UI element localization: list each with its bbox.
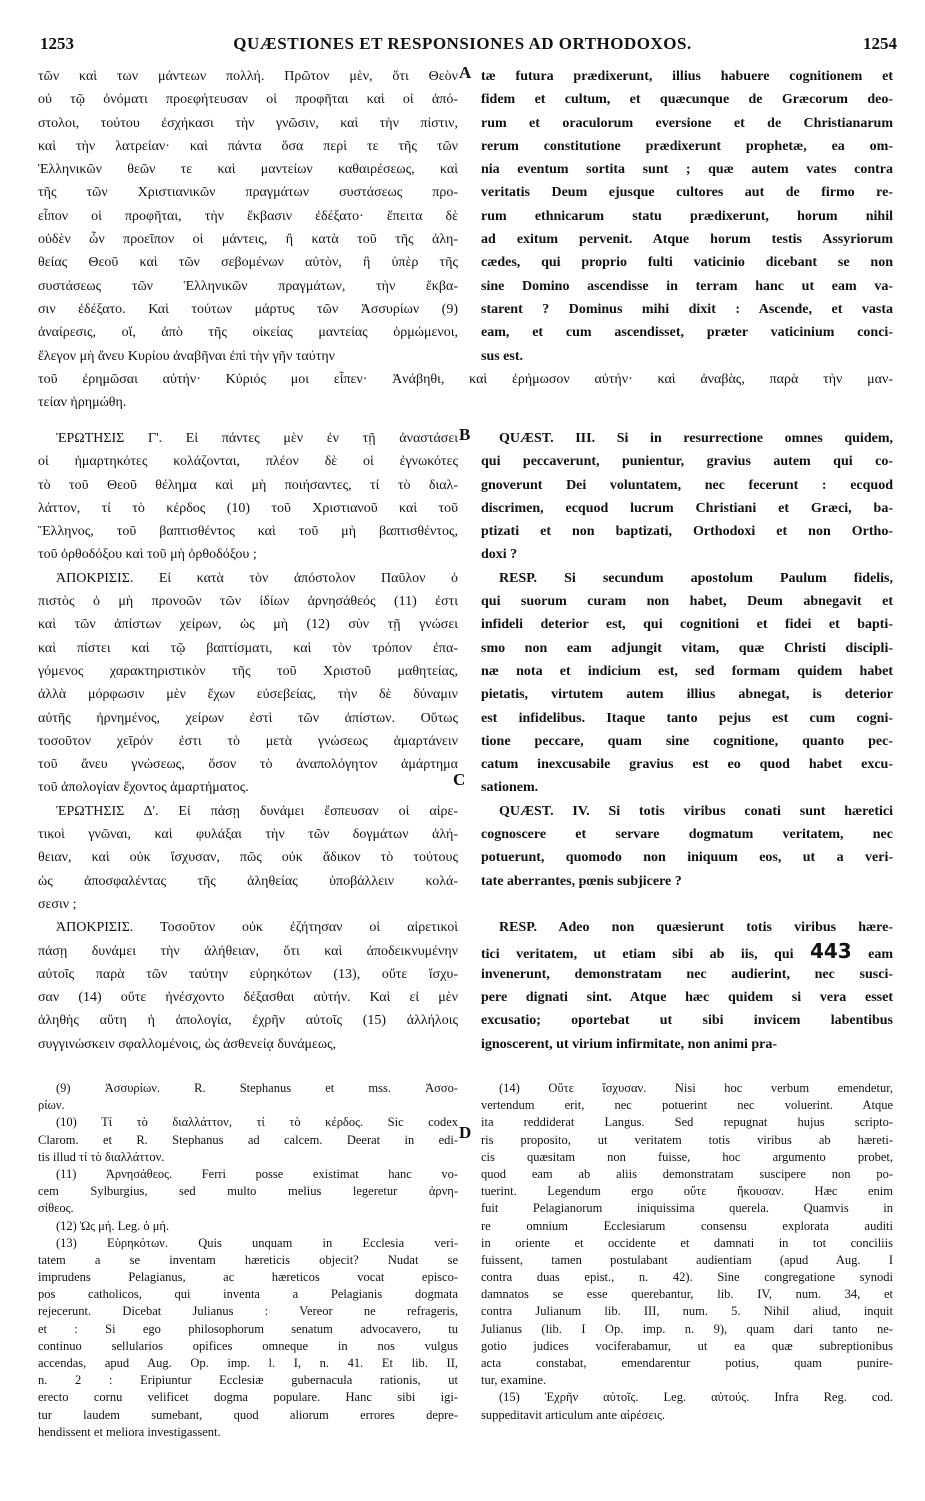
greek-text-line: οὐ τῷ ὀνόματι προεφήτευσαν οἱ προφῆται καὶ οἱ ἀπό- xyxy=(38,92,458,108)
latin-text-line: qui peccaverunt, punientur, gravius autem qui co- xyxy=(481,454,893,470)
greek-column-body xyxy=(38,427,458,1056)
footnote-line: contra duas epist., n. 42). Sine congregatione synodi xyxy=(481,1270,893,1285)
latin-text-line: nia eventum sortita sunt ; quæ autem vates contra xyxy=(481,162,893,178)
footnote-line: fuissent, tamen postulabant audientiam (apud Aug. I xyxy=(481,1252,893,1267)
footnote-line: accendas, apud Aug. Op. imp. l. I, n. 41. Et lib. II, xyxy=(38,1356,458,1370)
greek-text-line: θειαν, καὶ οὐκ ἴσχυσαν, πῶς οὐκ ἄδικον τὸ τούτους xyxy=(38,850,458,866)
latin-text-line: tate aberrantes, pœnis subjicere ? xyxy=(481,873,682,889)
greek-text-line: τικοὶ γνῶναι, καὶ φυλάξαι τὴν τῶν δογμάτων ἀλή- xyxy=(38,827,458,843)
footnote-line: ρίων. xyxy=(38,1098,65,1113)
left-page-number: 1253 xyxy=(40,34,74,53)
latin-text-line: sine Domino ascendisse in terram hanc ut eam va- xyxy=(481,278,893,294)
latin-text-line: discrimen, ecquod lucrum Christiani et Græci, ba- xyxy=(481,500,893,516)
latin-text-line: invenerunt, demonstratam nec audierint, nec susci- xyxy=(481,966,893,982)
latin-column-top xyxy=(481,65,893,368)
footnote-line: fuit Pelagianorum iniquissima querela. Quamvis in xyxy=(481,1201,893,1216)
latin-text-line: smo non eam adjungit vitam, quæ Christi discipli- xyxy=(481,640,893,656)
latin-text-line: veritatis Deum ejusque cultores aut de firmo re- xyxy=(481,185,893,201)
greek-column-top xyxy=(38,65,458,368)
latin-text-line: RESP. Adeo non quæsierunt totis viribus hære- xyxy=(499,920,893,936)
footnote-line: tur laudem sumebant, quod aliorum errores depre- xyxy=(38,1407,458,1422)
footnote-line: (9) Ἀσσυρίων. R. Stephanus et mss. Ἀσσο- xyxy=(56,1081,458,1095)
latin-text-line: rum ethnicarum statu prædixerunt, horum nihil xyxy=(481,208,893,224)
footnote-line: continuo sellularios opifices omneque in nos vulgus xyxy=(38,1338,458,1353)
greek-text-line: ἀλλὰ μόρφωσιν μὲν ἔχων εὐσεβείας, τὴν δὲ δύναμιν xyxy=(38,687,458,703)
footnote-line: σίθεος. xyxy=(38,1201,74,1216)
greek-text-line: ἀναίρεσις, οἵ, ἀπὸ τῆς οἰκείας μαντείας ὁρμώμενοι, xyxy=(38,325,458,341)
greek-text-line: σαν (14) οὔτε ἠνέσχοντο δέξασθαι αὐτήν. Καὶ εἰ μὲν xyxy=(38,990,458,1006)
footnote-line: re omnium Ecclesiarum consensu explorata auditi xyxy=(481,1218,893,1233)
greek-text-line: ὡς ἀποσφαλέντας τῆς ἀληθείας ὑποβάλλειν κολά- xyxy=(38,873,458,889)
footnote-line: in oriente et occidente et damnati in tot conciliis xyxy=(481,1235,893,1250)
latin-text-line: tione peccare, quam sine cognitione, quanto pec- xyxy=(481,733,893,749)
greek-text-line: ἘΡΩΤΗΣΙΣ Δ'. Εἰ πάσῃ δυνάμει ἔσπευσαν οἱ αἱρε- xyxy=(56,803,458,819)
latin-text-line: ignoscerent, ut virium infirmitate, non animi pra- xyxy=(481,1036,778,1052)
latin-text-line: pere dignati sint. Atque hæc quidem si vera esset xyxy=(481,990,893,1006)
greek-text-line: οὐδὲν ὧν προεῖπον οἱ μάντεις, ἢ κατὰ τοῦ τῆς ἀλη- xyxy=(38,232,458,248)
greek-text-line: γόμενος χαρακτηριστικὸν τῆς τοῦ Χριστοῦ μαθητείας, xyxy=(38,663,458,679)
footnote-line: ita reddiderat Langus. Sed repugnat hujus scripto- xyxy=(481,1115,893,1130)
latin-text-line: potuerunt, quomodo non iniquum eos, ut a veri- xyxy=(481,850,893,866)
latin-text-fragment: tici veritatem, ut etiam sibi ab iis, qui xyxy=(481,946,810,962)
latin-text-line: rerum constitutione prædixerunt prophetæ, ea om- xyxy=(481,138,893,154)
latin-text-line: doxi ? xyxy=(481,547,518,563)
footnote-line: (11) Ἀρνησάθεος. Ferri posse existimat hanc vo- xyxy=(56,1166,458,1181)
greek-text-line: πάσῃ δυνάμει τὴν ἀλήθειαν, ὅτι καὶ ἀποδεικνυμένην xyxy=(38,943,458,959)
footnote-line: (10) Τί τὸ διαλλάττον, τί τὸ κέρδος. Sic codex xyxy=(56,1115,458,1130)
full-width-text xyxy=(38,368,893,415)
greek-text-line: Ἑλληνικῶν θεῶν τε καὶ μαντείων καθαιρέσεως, καὶ xyxy=(38,162,458,178)
latin-text-line: sationem. xyxy=(481,780,539,796)
greek-text-line: ἀληθὴς αὕτη ἡ ἀπολογία, ἐχρῆν αὐτοῖς (15) ἀλλήλοις xyxy=(38,1013,458,1029)
footnote-line: (14) Οὔτε ἴσχυσαν. Nisi hoc verbum emendetur, xyxy=(499,1081,893,1095)
latin-text-line: næ nota et indicium est, sed formam quidem habet xyxy=(481,663,893,679)
footnote-line: damnatos se esse querebantur, lib. IV, num. 34, et xyxy=(481,1287,893,1302)
footnote-line: ris proposito, ut veritatem totis viribus ab hæreti- xyxy=(481,1132,893,1147)
latin-text-line: pietatis, virtutem autem illius abnegat, is deterior xyxy=(481,687,893,703)
latin-text-line xyxy=(481,940,893,963)
greek-text-line: Ἕλληνος, τοῦ βαπτισθέντος καὶ τοῦ μὴ βαπτισθέντος, xyxy=(38,524,458,540)
latin-text-line: rum et oraculorum eversione et de Christianarum xyxy=(481,115,893,131)
greek-text-line: αὐτοῖς παρὰ τῶν ταύτην εὑρηκότων (13), οὔτε ἴσχυ- xyxy=(38,966,458,982)
greek-text-line: ἈΠΟΚΡΙΣΙΣ. Εἰ κατὰ τὸν ἀπόστολον Παῦλον ὁ xyxy=(56,570,458,586)
greek-text-line: πιστὸς ὁ μὴ προνοῶν τῶν ἰδίων ἀρνησάθεός (11) ἐστι xyxy=(38,594,458,610)
greek-text-line: τῶν καὶ των μάντεων πολλή. Πρῶτον μὲν, ὅτι Θεὸν xyxy=(38,69,458,84)
greek-text-line: τοσοῦτον χεῖρόν ἐστι τὸ μετὰ γνώσεως ἁμαρτάνειν xyxy=(38,733,458,749)
latin-text-line: sus est. xyxy=(481,348,524,364)
running-title: QUÆSTIONES ET RESPONSIONES AD ORTHODOXOS. xyxy=(233,34,692,53)
margin-marker-a: A xyxy=(459,63,472,82)
greek-text-line: συστάσεως τῶν Ἑλληνικῶν πραγμάτων, τὴν ἔκβα- xyxy=(38,278,458,294)
latin-text-line: starent ? Dominus mihi dixit : Ascende, et vasta xyxy=(481,301,893,317)
footnote-line: (13) Εὑρηκότων. Quis unquam in Ecclesia veri- xyxy=(56,1235,458,1250)
column-number: 443 xyxy=(809,939,852,963)
greek-text-line: συγγινώσκειν σφαλλομένοις, ὡς ἀσθενείᾳ δυνάμεως, xyxy=(38,1036,337,1052)
latin-text-fragment: eam xyxy=(851,946,893,962)
footnote-line: tatem a se inventam hæreticis objecit? Nudat se xyxy=(38,1252,458,1267)
page-header xyxy=(0,34,925,58)
footnotes-left xyxy=(38,1080,458,1441)
footnote-line: rejecerunt. Dicebat Julianus : Vereor ne refrageris, xyxy=(38,1304,458,1319)
greek-text-line: λάττον, τί τὸ κέρδος (10) τοῦ Χριστιανοῦ καὶ τοῦ xyxy=(38,500,458,516)
footnote-line: pos catholicos, qui inventa a Pelagianis dogmata xyxy=(38,1287,458,1302)
greek-text-line: οἱ ἡμαρτηκότες κολάζονται, πλέον δὲ οἱ ἐγνωκότες xyxy=(38,454,458,470)
footnote-line: gotio judices vociferabamur, ut ea quæ subreptionibus xyxy=(481,1338,893,1353)
margin-marker-c: C xyxy=(453,770,466,789)
greek-text-line: σιν ἐδέξατο. Καὶ τούτων μάρτυς τῶν Ἀσσυρίων (9) xyxy=(38,301,458,317)
latin-text-line: gnoverunt Dei voluntatem, nec fecerunt : ecquod xyxy=(481,477,893,493)
greek-text-line: ἈΠΟΚΡΙΣΙΣ. Τοσοῦτον οὐκ ἐζήτησαν οἱ αἱρετικοὶ xyxy=(56,920,458,936)
latin-text-line: ad exitum pervenit. Atque horum testis Assyriorum xyxy=(481,232,893,248)
latin-text-line: ptizati et non baptizati, Orthodoxi et non Ortho- xyxy=(481,524,893,540)
footnote-line: Clarom. et R. Stephanus ad calcem. Deerat in edi- xyxy=(38,1132,458,1147)
greek-text-line: σεσιν ; xyxy=(38,896,77,912)
latin-column-body xyxy=(481,427,893,1056)
latin-text-line: cædes, qui proprio fulti vaticinio dicebant se non xyxy=(481,255,893,271)
greek-text-line: αὐτῆς ἠρνημένος, χείρων ἐστὶ τῶν ἀπίστων. Οὕτως xyxy=(38,710,458,726)
latin-text-line: catum inexcusabile gravius est eo quod habet excu- xyxy=(481,757,893,773)
latin-text-line: eam, et cum ascendisset, præter vaticinium conci- xyxy=(481,325,893,341)
greek-text-line: τῆς τῶν Χριστιανικῶν πραγμάτων συστάσεως προ- xyxy=(38,185,458,201)
footnote-line: tur, examine. xyxy=(481,1373,547,1388)
footnote-line: cis quæsitam non fuisse, hoc argumento probet, xyxy=(481,1149,893,1164)
latin-text-line: RESP. Si secundum apostolum Paulum fidelis, xyxy=(499,570,893,586)
latin-text-line: QUÆST. IV. Si totis viribus conati sunt hæretici xyxy=(499,803,893,819)
margin-marker-b: B xyxy=(459,425,471,444)
greek-text-line: καὶ πίστει καὶ τῷ βαπτίσματι, καὶ τὸν τρόπον ἐπα- xyxy=(38,640,458,656)
greek-text-line: στολοι, τούτου ἐσχήκασι τὴν γνῶσιν, καὶ τὴν πίστιν, xyxy=(38,115,458,131)
footnote-line: imprudens Pelagianus, ac hæreticos vocat episco- xyxy=(38,1270,458,1285)
margin-marker-d: D xyxy=(459,1123,472,1142)
footnote-line: Julianus (lib. I Op. imp. n. 9), quam dari tanto ne- xyxy=(481,1321,893,1336)
greek-text-line: τοῦ ἀπολογίαν ἔχοντος ἁμαρτήματος. xyxy=(38,780,249,796)
greek-text-line: ἘΡΩΤΗΣΙΣ Γ'. Εἰ πάντες μὲν ἐν τῇ ἀναστάσει xyxy=(56,431,458,446)
greek-text-line: τοῦ ἐρημῶσαι αὐτήν· Κύριός μοι εἶπεν· Ἀνάβηθι, καὶ ἐρήμωσον αὐτήν· καὶ ἀναβὰς, παρὰ τὴν μαν- xyxy=(38,372,893,387)
latin-text-line: qui suorum curam non habet, Deum abnegavit et xyxy=(481,594,893,610)
footnote-line: suppeditavit articulum ante αἱρέσεις. xyxy=(481,1407,666,1422)
latin-text-line: infideli deterior est, qui cognitioni et fidei et bapti- xyxy=(481,617,893,633)
latin-text-line xyxy=(481,893,893,916)
greek-text-line: θείας Θεοῦ καὶ τῶν σεβομένων αὐτὸν, ἢ ὑπὲρ τῆς xyxy=(38,255,458,271)
right-page-number: 1254 xyxy=(863,34,897,53)
footnote-line: (15) Ἐχρῆν αὐτοῖς. Leg. αὐτούς. Infra Reg. cod. xyxy=(499,1390,893,1405)
footnote-line: vertendum erit, nec potuerint nec voluerint. Atque xyxy=(481,1098,893,1113)
footnote-line: acta constabat, emendarentur potius, quam punire- xyxy=(481,1356,893,1370)
footnote-line: quod eam ab aliis demonstratam suscipere non po- xyxy=(481,1166,893,1181)
greek-text-line: εἶπον οἱ προφῆται, τὴν ἔκβασιν ἐδέξατο· ἔπειτα δὲ xyxy=(38,208,458,224)
footnote-line: n. 2 : Eripiuntur Ecclesiæ gubernacula rationis, ut xyxy=(38,1373,458,1388)
footnote-line: cem Sylburgius, sed multo melius legeretur ἀρνη- xyxy=(38,1184,458,1199)
footnote-line: hendissent et meliora investigassent. xyxy=(38,1424,221,1439)
greek-text-line: τείαν ἠρημώθη. xyxy=(38,395,127,411)
footnote-line: tuerint. Legendum ergo οὔτε ἤκουσαν. Hæc enim xyxy=(481,1184,893,1199)
greek-text-line: καὶ τὴν λατρείαν· καὶ πάντα ὅσα περὶ τε τῆς τῶν xyxy=(38,138,458,154)
latin-text-line: excusatio; oportebat ut sibi invicem labentibus xyxy=(481,1013,893,1029)
latin-text-line: cognoscere et servare dogmatum veritatem, nec xyxy=(481,827,893,843)
greek-text-line: τὸ τοῦ Θεοῦ θέλημα καὶ μὴ ποιήσαντες, τί τὸ διαλ- xyxy=(38,477,458,493)
footnote-line: tis illud τί τὸ διαλλάττον. xyxy=(38,1149,165,1164)
greek-text-line: τοῦ ὀρθοδόξου καὶ τοῦ μὴ ὀρθοδόξου ; xyxy=(38,547,257,563)
footnote-line: et : Si ego philosophorum senatum advocavero, tu xyxy=(38,1321,458,1336)
latin-text-line: fidem et cultum, et quæcunque de Græcorum deo- xyxy=(481,92,893,108)
latin-text-line: QUÆST. III. Si in resurrectione omnes quidem, xyxy=(499,431,893,446)
latin-text-line: tæ futura prædixerunt, illius habuere cognitionem et xyxy=(481,69,893,84)
greek-text-line: καὶ τῶν ἀπίστων χείρων, ὡς μὴ (12) σὺν τῇ γνώσει xyxy=(38,617,458,633)
footnote-line: contra Julianum lib. III, num. 5. Nihil aliud, inquit xyxy=(481,1304,893,1319)
footnote-line: (12) Ὡς μή. Leg. ὁ μή. xyxy=(56,1218,170,1233)
greek-text-line: τοῦ ἄνευ γνώσεως, ὅσον τὸ ἀναπολόγητον ἁμάρτημα xyxy=(38,757,458,773)
footnotes-right xyxy=(481,1080,893,1424)
footnote-line: erecto cornu velificet dogma populare. Hanc sibi igi- xyxy=(38,1390,458,1405)
latin-text-line: est infidelibus. Itaque tanto pejus est cum cogni- xyxy=(481,710,893,726)
greek-text-line: ἔλεγον μὴ ἄνευ Κυρίου ἀναβῆναι ἐπὶ τὴν γῆν ταύτην xyxy=(38,348,335,364)
